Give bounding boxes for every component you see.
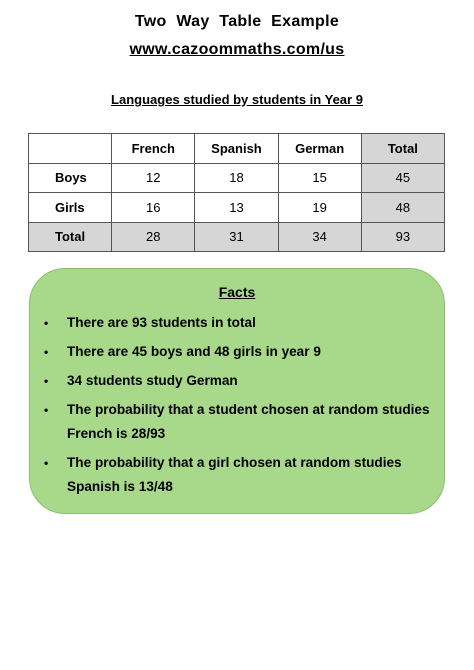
- list-item: [30, 451, 444, 499]
- cell-girls-german: 19: [278, 193, 361, 223]
- bullet-icon: •: [44, 456, 49, 470]
- cell-boys-spanish: 18: [195, 163, 278, 193]
- table-header-row: [29, 134, 445, 164]
- cell-girls-spanish: 13: [195, 193, 278, 223]
- cell-grand-total: 93: [361, 222, 444, 252]
- cell-total-french: 28: [112, 222, 195, 252]
- table-row: [29, 163, 445, 193]
- bullet-icon: •: [44, 403, 49, 417]
- website-link[interactable]: www.cazoommaths.com/us: [129, 41, 345, 58]
- fact-text: The probability that a student chosen at random studies French is 28/93: [67, 402, 430, 441]
- bullet-icon: •: [44, 345, 49, 359]
- bullet-icon: •: [44, 316, 49, 330]
- fact-text: There are 45 boys and 48 girls in year 9: [67, 344, 321, 359]
- list-item: [30, 369, 444, 393]
- cell-boys-french: 12: [112, 163, 195, 193]
- cell-total-spanish: 31: [195, 222, 278, 252]
- table-row: [29, 193, 445, 223]
- header-cell-total: Total: [361, 134, 444, 164]
- list-item: [30, 340, 444, 364]
- header-cell-spanish: Spanish: [195, 134, 278, 164]
- table-caption: Languages studied by students in Year 9: [111, 92, 363, 107]
- facts-list: [30, 311, 444, 504]
- row-label-girls: Girls: [29, 193, 112, 223]
- bullet-icon: •: [44, 374, 49, 388]
- table-total-row: [29, 222, 445, 252]
- fact-text: 34 students study German: [67, 373, 238, 388]
- facts-panel: [29, 268, 445, 514]
- cell-boys-german: 15: [278, 163, 361, 193]
- page-title: Two Way Table Example: [134, 13, 340, 30]
- header-cell-french: French: [112, 134, 195, 164]
- row-label-total: Total: [29, 222, 112, 252]
- row-label-boys: Boys: [29, 163, 112, 193]
- fact-text: The probability that a girl chosen at random studies Spanish is 13/48: [67, 455, 402, 494]
- list-item: [30, 398, 444, 446]
- facts-title: Facts: [218, 284, 256, 300]
- cell-boys-total: 45: [361, 163, 444, 193]
- fact-text: There are 93 students in total: [67, 315, 256, 330]
- header-cell-empty: [29, 134, 112, 164]
- list-item: [30, 311, 444, 335]
- two-way-table: [28, 133, 445, 252]
- cell-total-german: 34: [278, 222, 361, 252]
- cell-girls-french: 16: [112, 193, 195, 223]
- header-cell-german: German: [278, 134, 361, 164]
- cell-girls-total: 48: [361, 193, 444, 223]
